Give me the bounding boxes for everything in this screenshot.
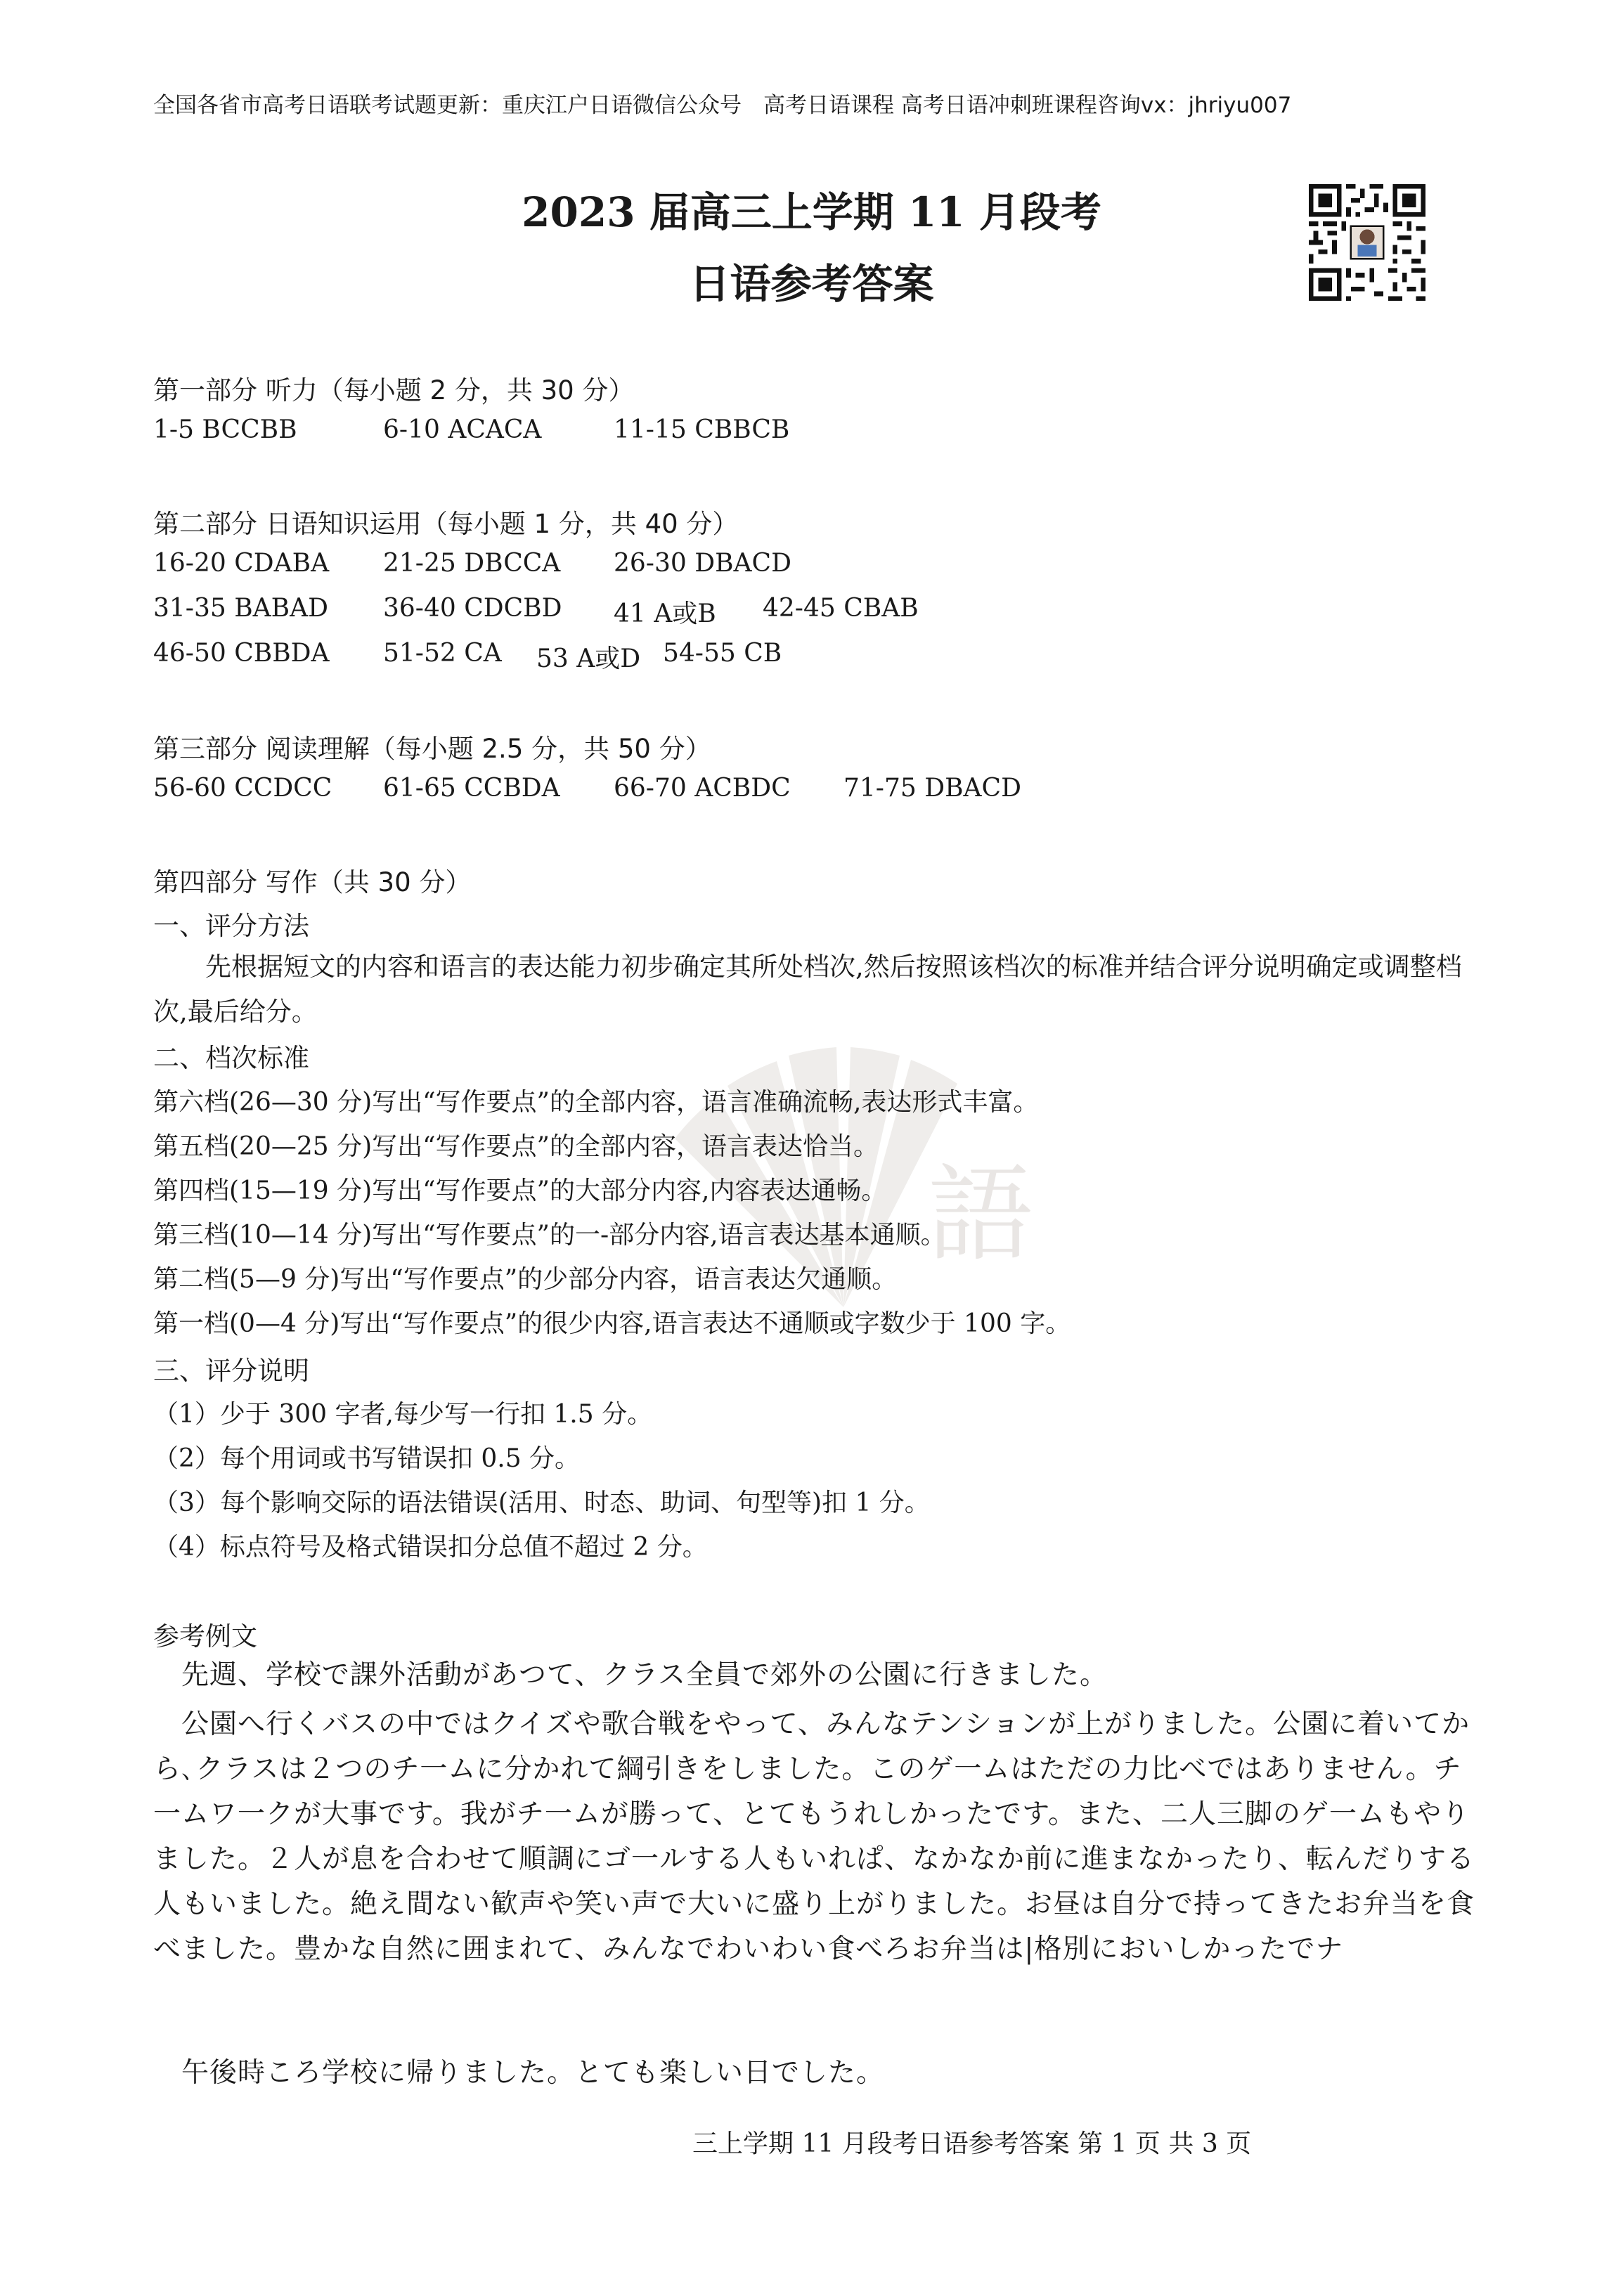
answer-group: 53 A或D [536, 644, 641, 673]
answer-group: 21-25 DBCCA [383, 549, 561, 578]
qr-code-icon [1309, 184, 1425, 301]
sample-heading: 参考例文 [153, 1621, 257, 1652]
header-note: 全国各省市高考日语联考试题更新：重庆江户日语微信公众号 高考日语课程 高考日语冲刺班课程咨询vx：jhriyu007 [153, 93, 1292, 118]
answer-group: 66-70 ACBDC [614, 774, 791, 803]
level-line: 第四档(15—19 分)写出“写作要点”的大部分内容,内容表达通畅。 [153, 1176, 887, 1205]
notes-heading: 三、评分说明 [153, 1356, 309, 1386]
page-subtitle: 日语参考答案 [689, 260, 934, 308]
page-footer: 三上学期 11 月段考日语参考答案 第 1 页 共 3 页 [692, 2129, 1252, 2158]
level-line: 第六档(26—30 分)写出“写作要点”的全部内容，语言准确流畅,表达形式丰富。 [153, 1088, 1039, 1117]
method-text: 先根据短文的内容和语言的表达能力初步确定其所处档次,然后按照该档次的标准并结合评分说明确定或调整档次,最后给分。 [153, 952, 1462, 1027]
watermark-glyph: 語 [928, 1154, 1034, 1276]
part3-heading: 第三部分 阅读理解（每小题 2.5 分，共 50 分） [153, 734, 711, 764]
answer-group: 31-35 BABAD [153, 594, 328, 623]
answer-group: 56-60 CCDCC [153, 774, 332, 803]
answer-group: 41 A或B [614, 599, 716, 628]
level-line: 第三档(10—14 分)写出“写作要点”的一-部分内容,语言表达基本通顺。 [153, 1221, 946, 1250]
level-line: 第五档(20—25 分)写出“写作要点”的全部内容，语言表达恰当。 [153, 1132, 879, 1161]
note-line: （2）每个用词或书写错误扣 0.5 分。 [153, 1444, 581, 1473]
answer-group: 36-40 CDCBD [383, 594, 562, 623]
level-line: 第一档(0—4 分)写出“写作要点”的很少内容,语言表达不通顺或字数少于 100 字。 [153, 1309, 1071, 1338]
part4-heading: 第四部分 写作（共 30 分） [153, 867, 472, 897]
sample-paragraph: 午後時ころ学校に帰りました。とても楽しい日でした。 [181, 2057, 885, 2089]
answer-group: 26-30 DBACD [614, 549, 791, 578]
level-line: 第二档(5—9 分)写出“写作要点”的少部分内容，语言表达欠通顺。 [153, 1265, 898, 1294]
answer-group: 11-15 CBBCB [614, 415, 790, 444]
answer-group: 1-5 BCCBB [153, 415, 297, 444]
answer-group: 71-75 DBACD [843, 774, 1021, 803]
answer-group: 46-50 CBBDA [153, 639, 330, 668]
note-line: （3）每个影响交际的语法错误(活用、时态、助词、句型等)扣 1 分。 [153, 1488, 930, 1517]
answer-group: 42-45 CBAB [763, 594, 919, 623]
answer-group: 51-52 CA [383, 639, 502, 668]
answer-group: 16-20 CDABA [153, 549, 330, 578]
answer-group: 6-10 ACACA [383, 415, 542, 444]
part1-heading: 第一部分 听力（每小题 2 分，共 30 分） [153, 375, 635, 406]
answer-group: 61-65 CCBDA [383, 774, 560, 803]
page-title: 2023 届高三上学期 11 月段考 [522, 188, 1101, 236]
note-line: （4）标点符号及格式错误扣分总值不超过 2 分。 [153, 1533, 708, 1562]
answer-group: 54-55 CB [663, 639, 782, 668]
sample-paragraph: 先週、学校で課外活動があつて、クラス全員で郊外の公園に行きました。 [181, 1659, 1108, 1691]
method-heading: 一、评分方法 [153, 911, 309, 941]
sample-paragraph: 公園へ行くバスの中ではクイズや歌合戦をやって、みんなテンションが上がりました。公園に着いてから､クラスは２つのチ一ムに分かれて綱引きをしました。このゲ一ムはただの力比べではありません。チ一ムワ一クが大事です。我がチ一ムが勝って、とてもうれしかったです。また、二人三脚のゲ一ムもやりました。２人が息を合わせて順調にゴ一ルする人もいれぱ、なかなか前に進まなかったり、転んだりする人もいました。絶え間ない歓声や笑い声で大いに盛り上がりました。お昼は自分で持ってきたお弁当を食べました。豊かな自然に囲まれて、みんなでわいわい食べろお弁当は|格別においしかったでナ [153, 1708, 1475, 1965]
levels-heading: 二、档次标准 [153, 1043, 309, 1073]
part2-heading: 第二部分 日语知识运用（每小题 1 分，共 40 分） [153, 509, 739, 539]
note-line: （1）少于 300 字者,每少写一行扣 1.5 分。 [153, 1400, 653, 1429]
